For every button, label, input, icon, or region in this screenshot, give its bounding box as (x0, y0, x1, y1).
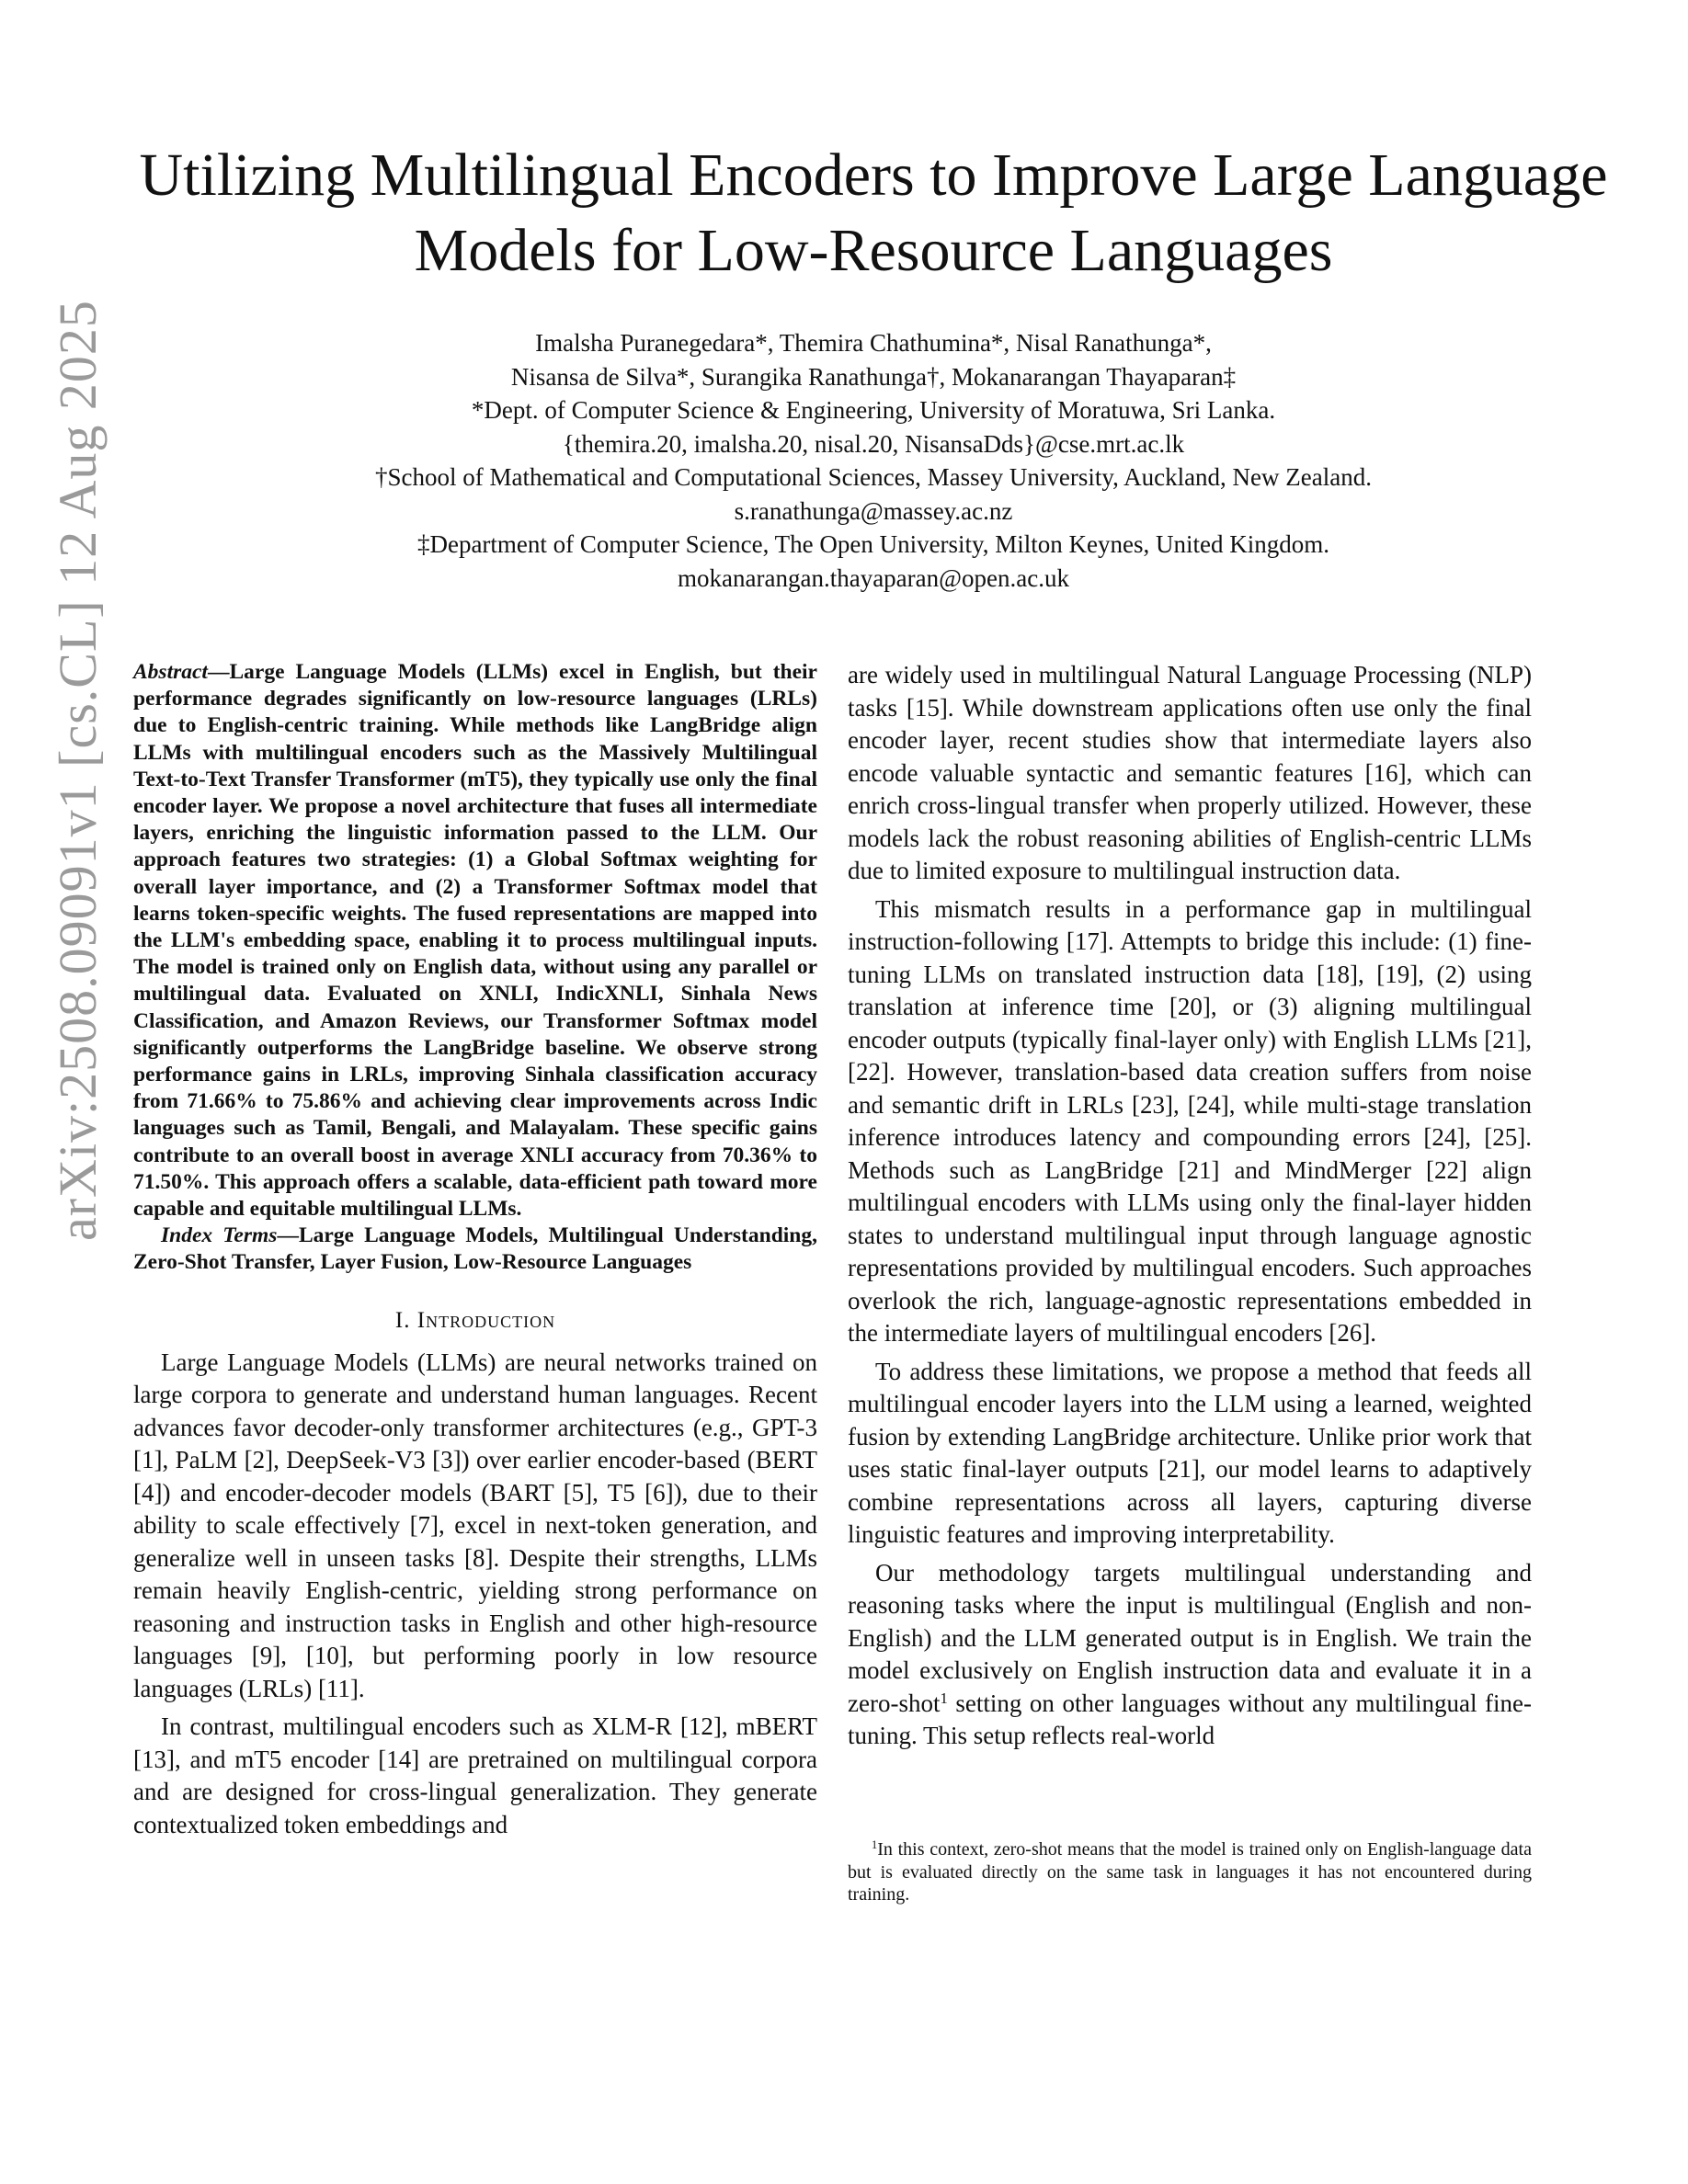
intro-paragraph-4: To address these limitations, we propose a method that feeds all multilingual encoder layers into the LLM using a learned, weighted fusion by extending LangBridge architecture. Unlike prior work that uses static final-layer outputs [21], our model learns to adaptively combine representations across all layers, capturing diverse linguistic features and improving interpretability. (848, 1357, 1532, 1548)
abstract-label: Abstract (133, 660, 208, 684)
paper-title: Utilizing Multilingual Encoders to Improve Large Language Models for Low-Resource Languages (139, 142, 1608, 284)
footnote-text-block (848, 1838, 1532, 1906)
affiliation: †School of Mathematical and Computational Sciences, Massey University, Auckland, New Zealand. (375, 463, 1372, 491)
footnote-mark: 1 (872, 1838, 878, 1852)
email: {themira.20, imalsha.20, nisal.20, NisansaDds}@cse.mrt.ac.lk (562, 429, 1185, 458)
author-block (129, 326, 1618, 595)
email: mokanarangan.thayaparan@open.ac.uk (678, 563, 1069, 592)
email: s.ranathunga@massey.ac.nz (734, 496, 1013, 525)
footnote-reference: 1 (940, 1689, 948, 1707)
abstract-text: —Large Language Models (LLMs) excel in English, but their performance degrades significantly on low-resource languages (LRLs) due to English-centric training. While methods like LangBridge align LLMs with multilingual encoders such as the Massively Multilingual Text-to-Text Transfer Transformer (mT5), they typically use only the final encoder layer. We propose a novel architecture that fuses all intermediate layers, enriching the linguistic information passed to the LLM. Our approach features two strategies: (1) a Global Softmax weighting for overall layer importance, and (2) a Transformer Softmax model that learns token-specific weights. The fused representations are mapped into the LLM's embedding space, enabling it to process multilingual inputs. The model is trained only on English data, without using any parallel or multilingual data. Evaluated on XNLI, IndicXNLI, Sinhala News Classification, and Amazon Reviews, our Transformer Softmax model significantly outperforms the LangBridge baseline. We observe strong performance gains in LRLs, improving Sinhala classification accuracy from 71.66% to 75.86% and achieving clear improvements across Indic languages such as Tamil, Bengali, and Malayalam. These specific gains contribute to an overall boost in average XNLI accuracy from 70.36% to 71.50%. This approach offers a scalable, data-efficient path toward more capable and equitable multilingual LLMs. (133, 660, 817, 1222)
left-column (133, 659, 817, 1847)
section-heading-introduction: I. Introduction (394, 1307, 556, 1333)
author-line: Imalsha Puranegedara*, Themira Chathumina*, Nisal Ranathunga*, (535, 329, 1212, 357)
arxiv-identifier-stamp: arXiv:2508.09091v1 [cs.CL] 12 Aug 2025 (48, 300, 108, 1241)
intro-paragraph-2: In contrast, multilingual encoders such as XLM-R [12], mBERT [13], and mT5 encoder [14] are pretrained on multilingual corpora and are designed for cross-lingual generalization. They generate contextualized token embeddings and (133, 1712, 817, 1838)
affiliation: *Dept. of Computer Science & Engineering, University of Moratuwa, Sri Lanka. (471, 396, 1276, 424)
index-terms-label: Index Terms (161, 1223, 278, 1248)
intro-paragraph-5 (848, 1557, 1532, 1753)
affiliation: ‡Department of Computer Science, The Open University, Milton Keynes, United Kingdom. (416, 530, 1330, 558)
index-terms-text: —Large Language Models, Multilingual Understanding, Zero-Shot Transfer, Layer Fusion, Low-Resource Languages (133, 1223, 817, 1275)
paragraph-text: setting on other languages without any multilingual fine-tuning. This setup reflects real-world (848, 1689, 1532, 1749)
abstract (133, 659, 817, 1223)
intro-paragraph-3: This mismatch results in a performance gap in multilingual instruction-following [17]. Attempts to bridge this include: (1) fine-tuning LLMs on translated instruction data [18], [19], (2) using translation at inference time [20], or (3) aligning multilingual encoder outputs (typically final-layer only) with English LLMs [21], [22]. However, translation-based data creation suffers from noise and semantic drift in LRLs [23], [24], while multi-stage translation inference introduces latency and compounding errors [24], [25]. Methods such as LangBridge [21] and MindMerger [22] align multilingual encoders with LLMs using only the final-layer hidden states to understand multilingual input through language agnostic representations provided by multilingual encoders. Such approaches overlook the rich, language-agnostic representations embedded in the intermediate layers of multilingual encoders [26]. (848, 894, 1532, 1347)
intro-paragraph-2-continued: are widely used in multilingual Natural Language Processing (NLP) tasks [15]. While downstream applications often use only the final encoder layer, recent studies show that intermediate layers also encode valuable syntactic and semantic features [16], which can enrich cross-lingual transfer when properly utilized. However, these models lack the robust reasoning abilities of English-centric LLMs due to limited exposure to multilingual instruction data. (848, 661, 1532, 884)
footnote-text: In this context, zero-shot means that the model is trained only on English-language data but is evaluated directly on the same task in languages it has not encountered during training. (848, 1839, 1532, 1905)
author-line: Nisansa de Silva*, Surangika Ranathunga†, Mokanarangan Thayaparan‡ (510, 362, 1237, 391)
intro-paragraph-1: Large Language Models (LLMs) are neural networks trained on large corpora to generate and understand human languages. Recent advances favor decoder-only transformer architectures (e.g., GPT-3 [1], PaLM [2], DeepSeek-V3 [3]) over earlier encoder-based (BERT [4]) and encoder-decoder models (BART [5], T5 [6]), due to their ability to scale effectively [7], excel in next-token generation, and generalize well in unseen tasks [8]. Despite their strengths, LLMs remain heavily English-centric, yielding strong performance on reasoning and instruction tasks in English and other high-resource languages [9], [10], but performing poorly in low resource languages (LRLs) [11]. (133, 1348, 817, 1702)
index-terms (133, 1223, 817, 1276)
footnote (848, 1838, 1532, 1906)
paragraph-text: Our methodology targets multilingual understanding and reasoning tasks where the input is multilingual (English and non-English) and the LLM generated output is in English. We train the model exclusively on English instruction data and evaluate it in a zero-shot (848, 1558, 1532, 1717)
right-column (848, 659, 1532, 1758)
